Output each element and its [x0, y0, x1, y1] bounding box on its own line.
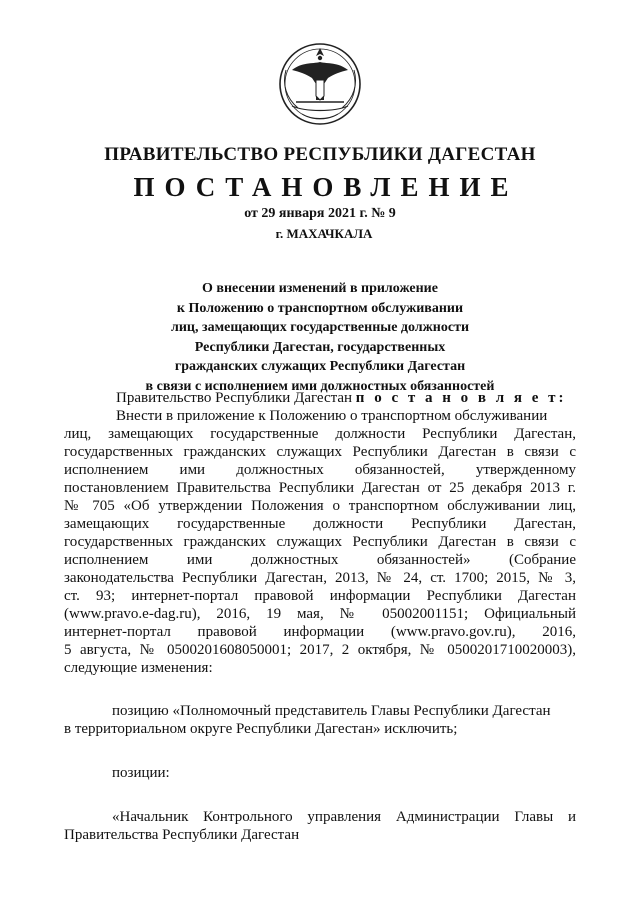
subject-line: Республики Дагестан, государственных — [194, 339, 446, 355]
paragraph-line: исполнением ими должностных обязанностей» (Собрание — [64, 552, 576, 568]
coat-of-arms-icon — [272, 40, 368, 128]
government-title: ПРАВИТЕЛЬСТВО РЕСПУБЛИКИ ДАГЕСТАН — [104, 144, 536, 165]
paragraph-line: Внести в приложение к Положению о транспортном обслуживании — [116, 408, 548, 424]
paragraph-line: 5 августа, № 0500201608050001; 2017, 2 октября, № 0500201710020003), — [64, 642, 576, 658]
paragraph-line: № 705 «Об утверждении Положения о транспортном обслуживании лиц, — [64, 498, 576, 514]
subject-line: к Положению о транспортном обслуживании — [176, 300, 464, 316]
paragraph-line: интернет-портал правовой информации (www.pravo.gov.ru), 2016, — [64, 624, 576, 640]
paragraph-line: позиции: — [112, 765, 170, 781]
date-number: от 29 января 2021 г. № 9 — [244, 206, 396, 221]
paragraph-line: ст. 93; интернет-портал правовой информации Республики Дагестан — [64, 588, 576, 604]
paragraph-line: следующие изменения: — [64, 660, 213, 676]
subject-heading — [60, 279, 580, 396]
intro-lead: Правительство Республики Дагестан — [116, 390, 356, 406]
subject-line: в связи с исполнением ими должностных обязанностей — [145, 378, 495, 394]
paragraph-line: постановлением Правительства Республики Дагестан от 25 декабря 2013 г. — [64, 480, 576, 496]
paragraph-line: государственных гражданских служащих Республики Дагестан в связи с — [64, 534, 576, 550]
paragraph-line: исполнением ими должностных обязанностей, утвержденному — [64, 462, 576, 478]
paragraph-line: государственных гражданских служащих Республики Дагестан в связи с — [64, 444, 576, 460]
document-body — [64, 389, 576, 844]
paragraph-line: в территориальном округе Республики Дагестан» исключить; — [64, 721, 458, 737]
paragraph-line: «Начальник Контрольного управления Администрации Главы и — [112, 809, 576, 825]
paragraph-line: Правительства Республики Дагестан — [64, 827, 300, 843]
paragraph-line: замещающих государственные должности Республики Дагестан, — [64, 516, 576, 532]
paragraph-line: (www.pravo.e-dag.ru), 2016, 19 мая, № 05002001151; Официальный — [64, 606, 576, 622]
document-type-title: ПОСТАНОВЛЕНИЕ — [133, 172, 519, 202]
paragraph-line: законодательства Республики Дагестан, 2013, № 24, ст. 1700; 2015, № 3, — [64, 570, 576, 586]
subject-line: О внесении изменений в приложение — [202, 281, 438, 296]
decree-word: п о с т а н о в л я е т: — [355, 390, 567, 406]
city: г. МАХАЧКАЛА — [275, 226, 373, 241]
paragraph-line: позицию «Полномочный представитель Главы Республики Дагестан — [112, 703, 551, 719]
subject-line: гражданских служащих Республики Дагестан — [174, 359, 466, 374]
paragraph-line: лиц, замещающих государственные должности Республики Дагестан, — [64, 426, 576, 442]
intro-paragraph — [64, 389, 576, 407]
subject-line: лиц, замещающих государственные должности — [170, 320, 470, 335]
